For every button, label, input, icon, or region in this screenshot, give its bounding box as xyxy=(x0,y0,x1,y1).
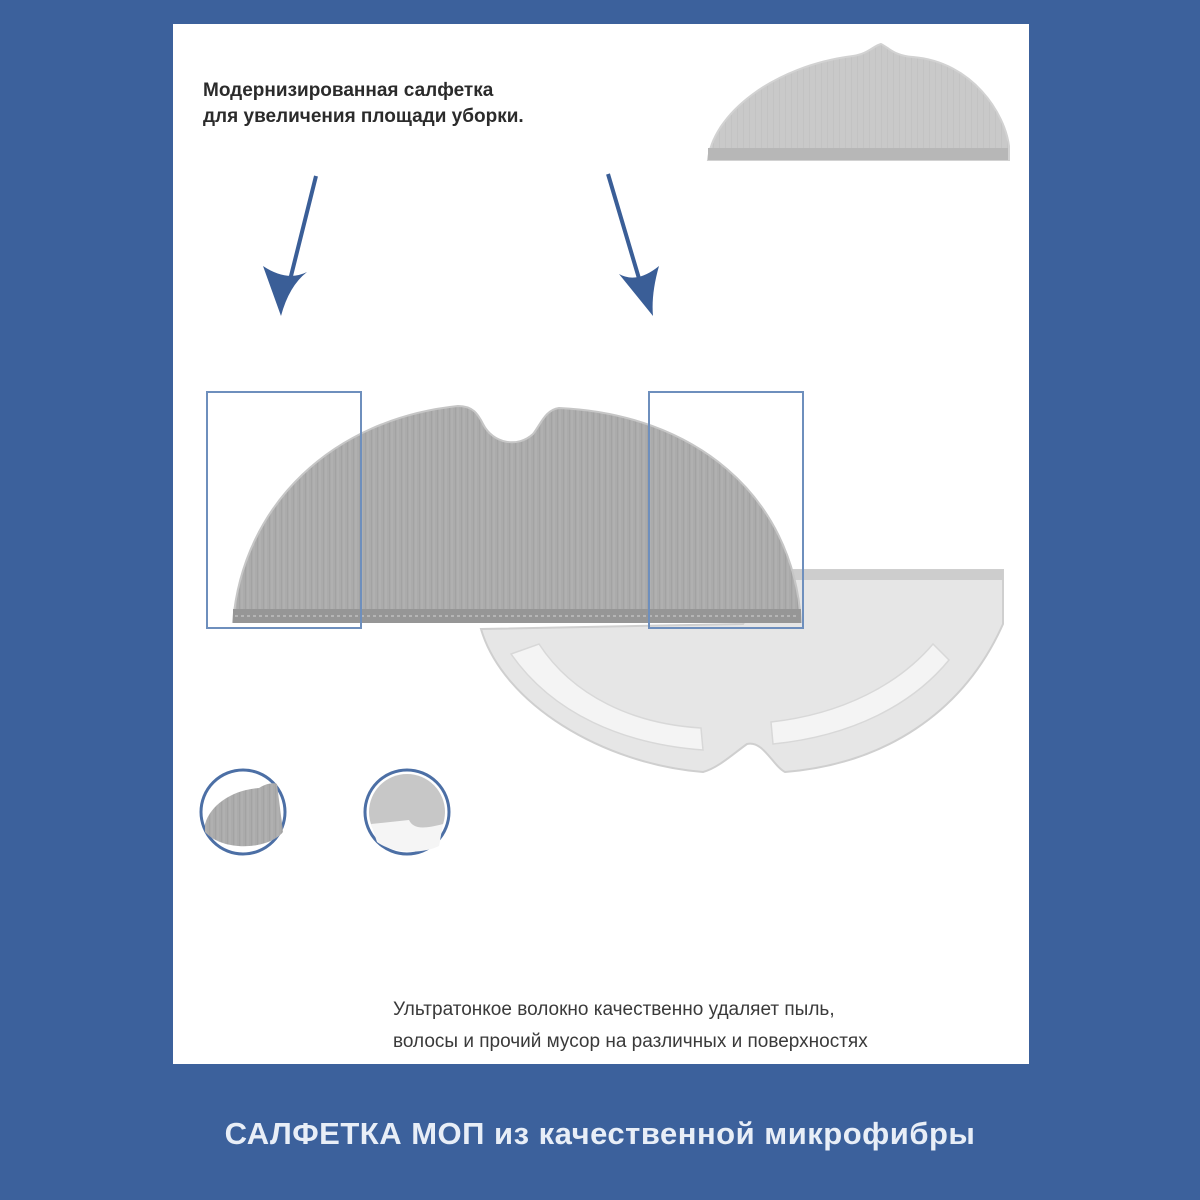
mop-pad-thumbnail xyxy=(708,44,1009,160)
headline: Модернизированная салфетка для увеличения площади уборки. xyxy=(203,80,524,127)
arrow-down-left-icon xyxy=(263,176,316,316)
footer-title: САЛФЕТКА МОП из качественной микрофибры xyxy=(224,1116,976,1151)
content-panel xyxy=(173,24,1029,1064)
arrow-down-right-icon xyxy=(608,174,659,316)
fabric-detail-circle xyxy=(201,770,285,854)
product-illustration xyxy=(173,24,1029,1064)
caption: Ультратонкое волокно качественно удаляет пыль, волосы и прочий мусор на различных и поверхностях xyxy=(393,999,868,1052)
velcro-detail-circle xyxy=(365,770,449,854)
mop-pad-front xyxy=(233,406,801,623)
